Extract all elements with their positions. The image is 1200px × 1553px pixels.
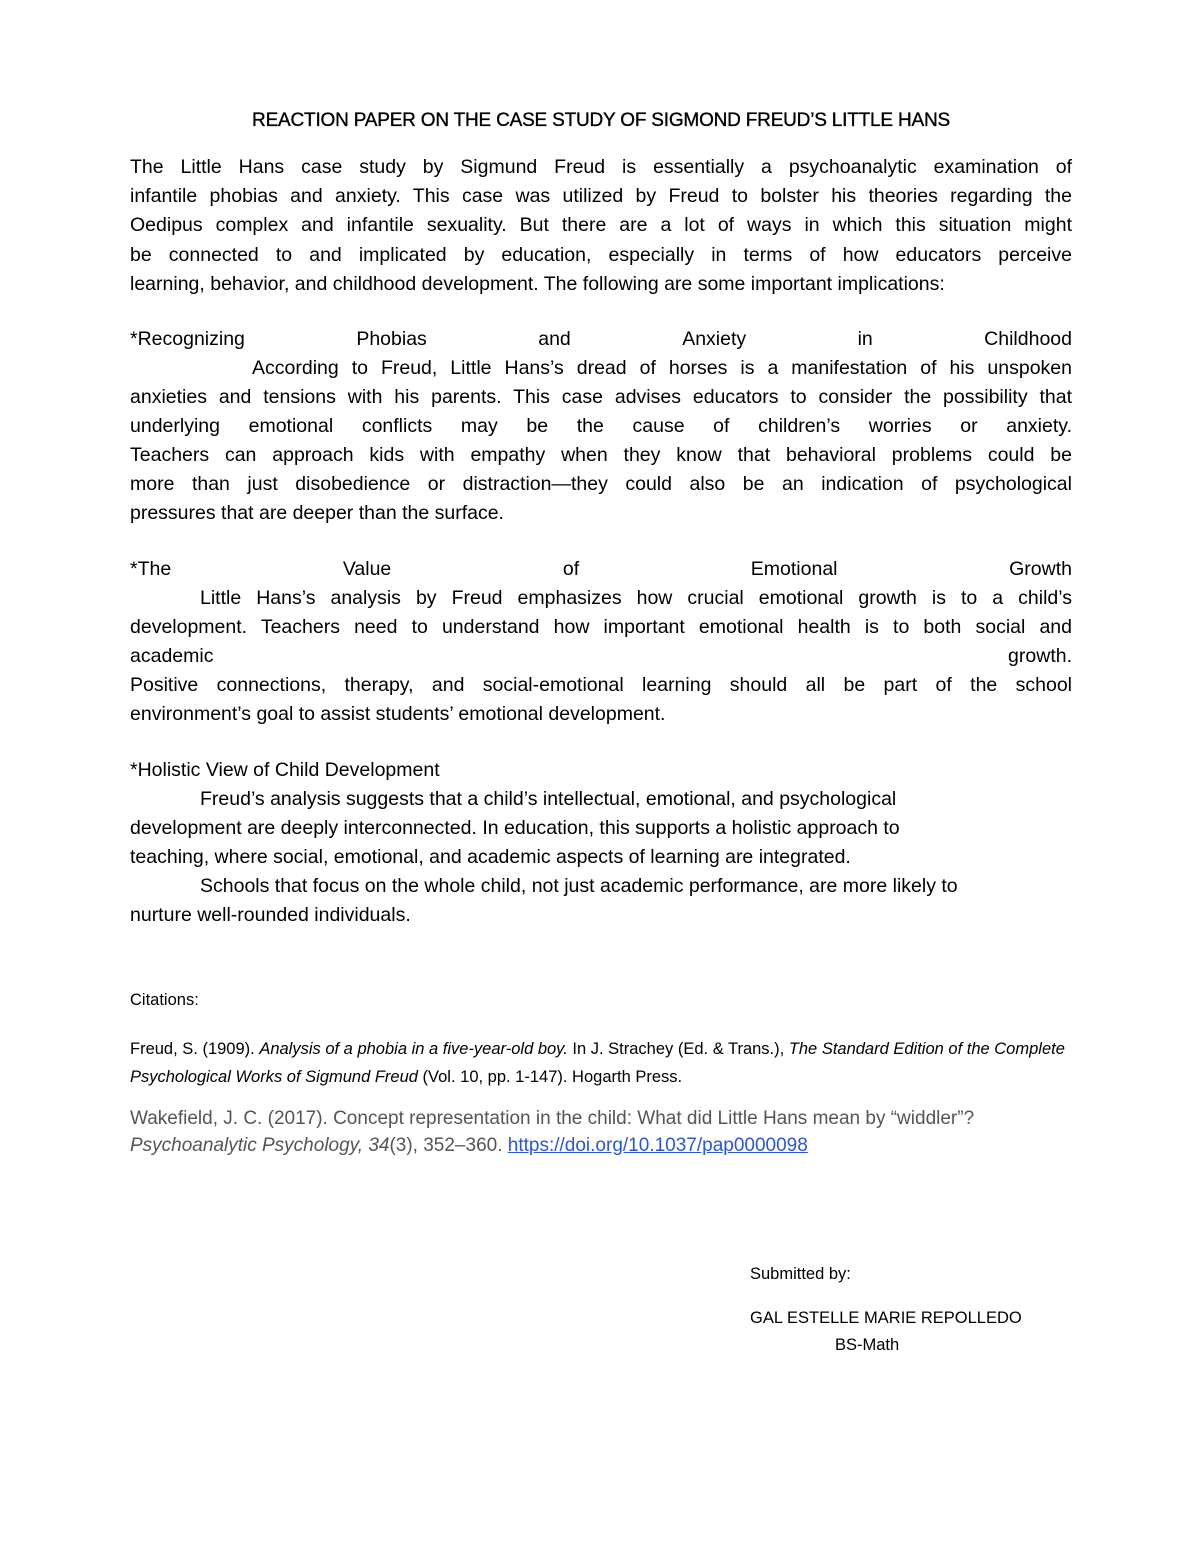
paragraph-line: development. Teachers need to understand how important emotional health is to both social and	[130, 616, 1072, 638]
paragraph-line	[130, 642, 1072, 671]
heading-word: of	[562, 558, 580, 580]
intro-line: Oedipus complex and infantile sexuality. But there are a lot of ways in which this situation might	[130, 214, 1072, 237]
paragraph-line: Freud’s analysis suggests that a child’s intellectual, emotional, and psychological	[200, 788, 897, 810]
citation-text: (3), 352–360.	[389, 1135, 508, 1156]
paragraph-line: development are deeply interconnected. In education, this supports a holistic approach to	[130, 817, 900, 839]
heading-word: and	[538, 328, 571, 350]
intro-line: infantile phobias and anxiety. This case was utilized by Freud to bolster his theories regarding the	[130, 185, 1072, 208]
doi-link[interactable]: https://doi.org/10.1037/pap0000098	[507, 1135, 808, 1156]
paragraph-line: Teachers can approach kids with empathy when they know that behavioral problems could be	[130, 444, 1072, 466]
citation-text: Wakefield, J. C. (2017). Concept representation in the child: What did Little Hans mean by “widdler”?	[130, 1108, 975, 1129]
intro-line: be connected to and implicated by education, especially in terms of how educators perceive	[130, 243, 1072, 266]
citation-wakefield	[130, 1105, 1072, 1159]
paragraph-line: more than just disobedience or distraction—they could also be an indication of psychological	[130, 473, 1072, 495]
citation-text: In J. Strachey (Ed. & Trans.),	[567, 1040, 789, 1058]
citations-label: Citations:	[130, 991, 199, 1009]
heading-word: Value	[342, 558, 392, 580]
intro-line: The Little Hans case study by Sigmund Freud is essentially a psychoanalytic examination of	[130, 156, 1072, 178]
citation-text: (Vol. 10, pp. 1-147). Hogarth Press.	[417, 1068, 683, 1086]
paragraph-line: According to Freud, Little Hans’s dread of horses is a manifestation of his unspoken	[252, 357, 1072, 379]
paragraph-line: Little Hans’s analysis by Freud emphasizes how crucial emotional growth is to a child’s	[200, 587, 1072, 609]
heading-word: in	[857, 328, 873, 350]
citation-freud	[130, 1035, 1072, 1091]
paragraph-line: anxieties and tensions with his parents. This case advises educators to consider the possibility that	[130, 386, 1072, 408]
intro-line: learning, behavior, and childhood development. The following are some important implications:	[130, 272, 945, 295]
heading-word: Growth	[1009, 558, 1072, 580]
citation-book: The Standard Edition of the Complete Psychological Works of Sigmund Freud	[130, 1040, 1065, 1086]
paragraph-line: underlying emotional conflicts may be the cause of children’s worries or anxiety.	[130, 415, 1072, 437]
citation-text: Freud, S. (1909).	[130, 1040, 260, 1058]
heading-word: Phobias	[356, 328, 427, 350]
paragraph-line: Schools that focus on the whole child, not just academic performance, are more likely to	[200, 875, 958, 897]
section-emotional-growth	[130, 555, 1072, 729]
intro-paragraph	[130, 153, 1072, 299]
heading-word: *The	[130, 558, 172, 580]
author-course: BS-Math	[835, 1336, 900, 1354]
line-word: growth.	[1008, 645, 1072, 667]
section-holistic-view	[130, 785, 1072, 930]
paragraph-line: environment’s goal to assist students’ emotional development.	[130, 703, 666, 725]
heading-word: *Recognizing	[130, 328, 245, 350]
paragraph-line: pressures that are deeper than the surface.	[130, 502, 504, 524]
paragraph-line: nurture well-rounded individuals.	[130, 904, 411, 926]
submitted-by-label: Submitted by:	[750, 1265, 851, 1283]
heading-word: Childhood	[984, 328, 1072, 350]
paragraph-line: Positive connections, therapy, and social-emotional learning should all be part of the school	[130, 674, 1072, 696]
section-recognizing-phobias	[130, 325, 1072, 528]
heading-word: Anxiety	[682, 328, 747, 350]
author-name: GAL ESTELLE MARIE REPOLLEDO	[750, 1309, 1022, 1327]
heading-word: Emotional	[750, 558, 838, 580]
paragraph-line: teaching, where social, emotional, and academic aspects of learning are integrated.	[130, 846, 851, 868]
section-heading	[130, 555, 1072, 584]
section-heading	[130, 325, 1072, 354]
citation-title: Analysis of a phobia in a five-year-old boy.	[259, 1040, 568, 1058]
citation-journal: Psychoanalytic Psychology, 34	[130, 1135, 390, 1156]
line-word: academic	[130, 645, 214, 667]
section-heading-holistic: *Holistic View of Child Development	[130, 759, 440, 781]
paper-title: REACTION PAPER ON THE CASE STUDY OF SIGMOND FREUD’S LITTLE HANS	[252, 110, 950, 131]
